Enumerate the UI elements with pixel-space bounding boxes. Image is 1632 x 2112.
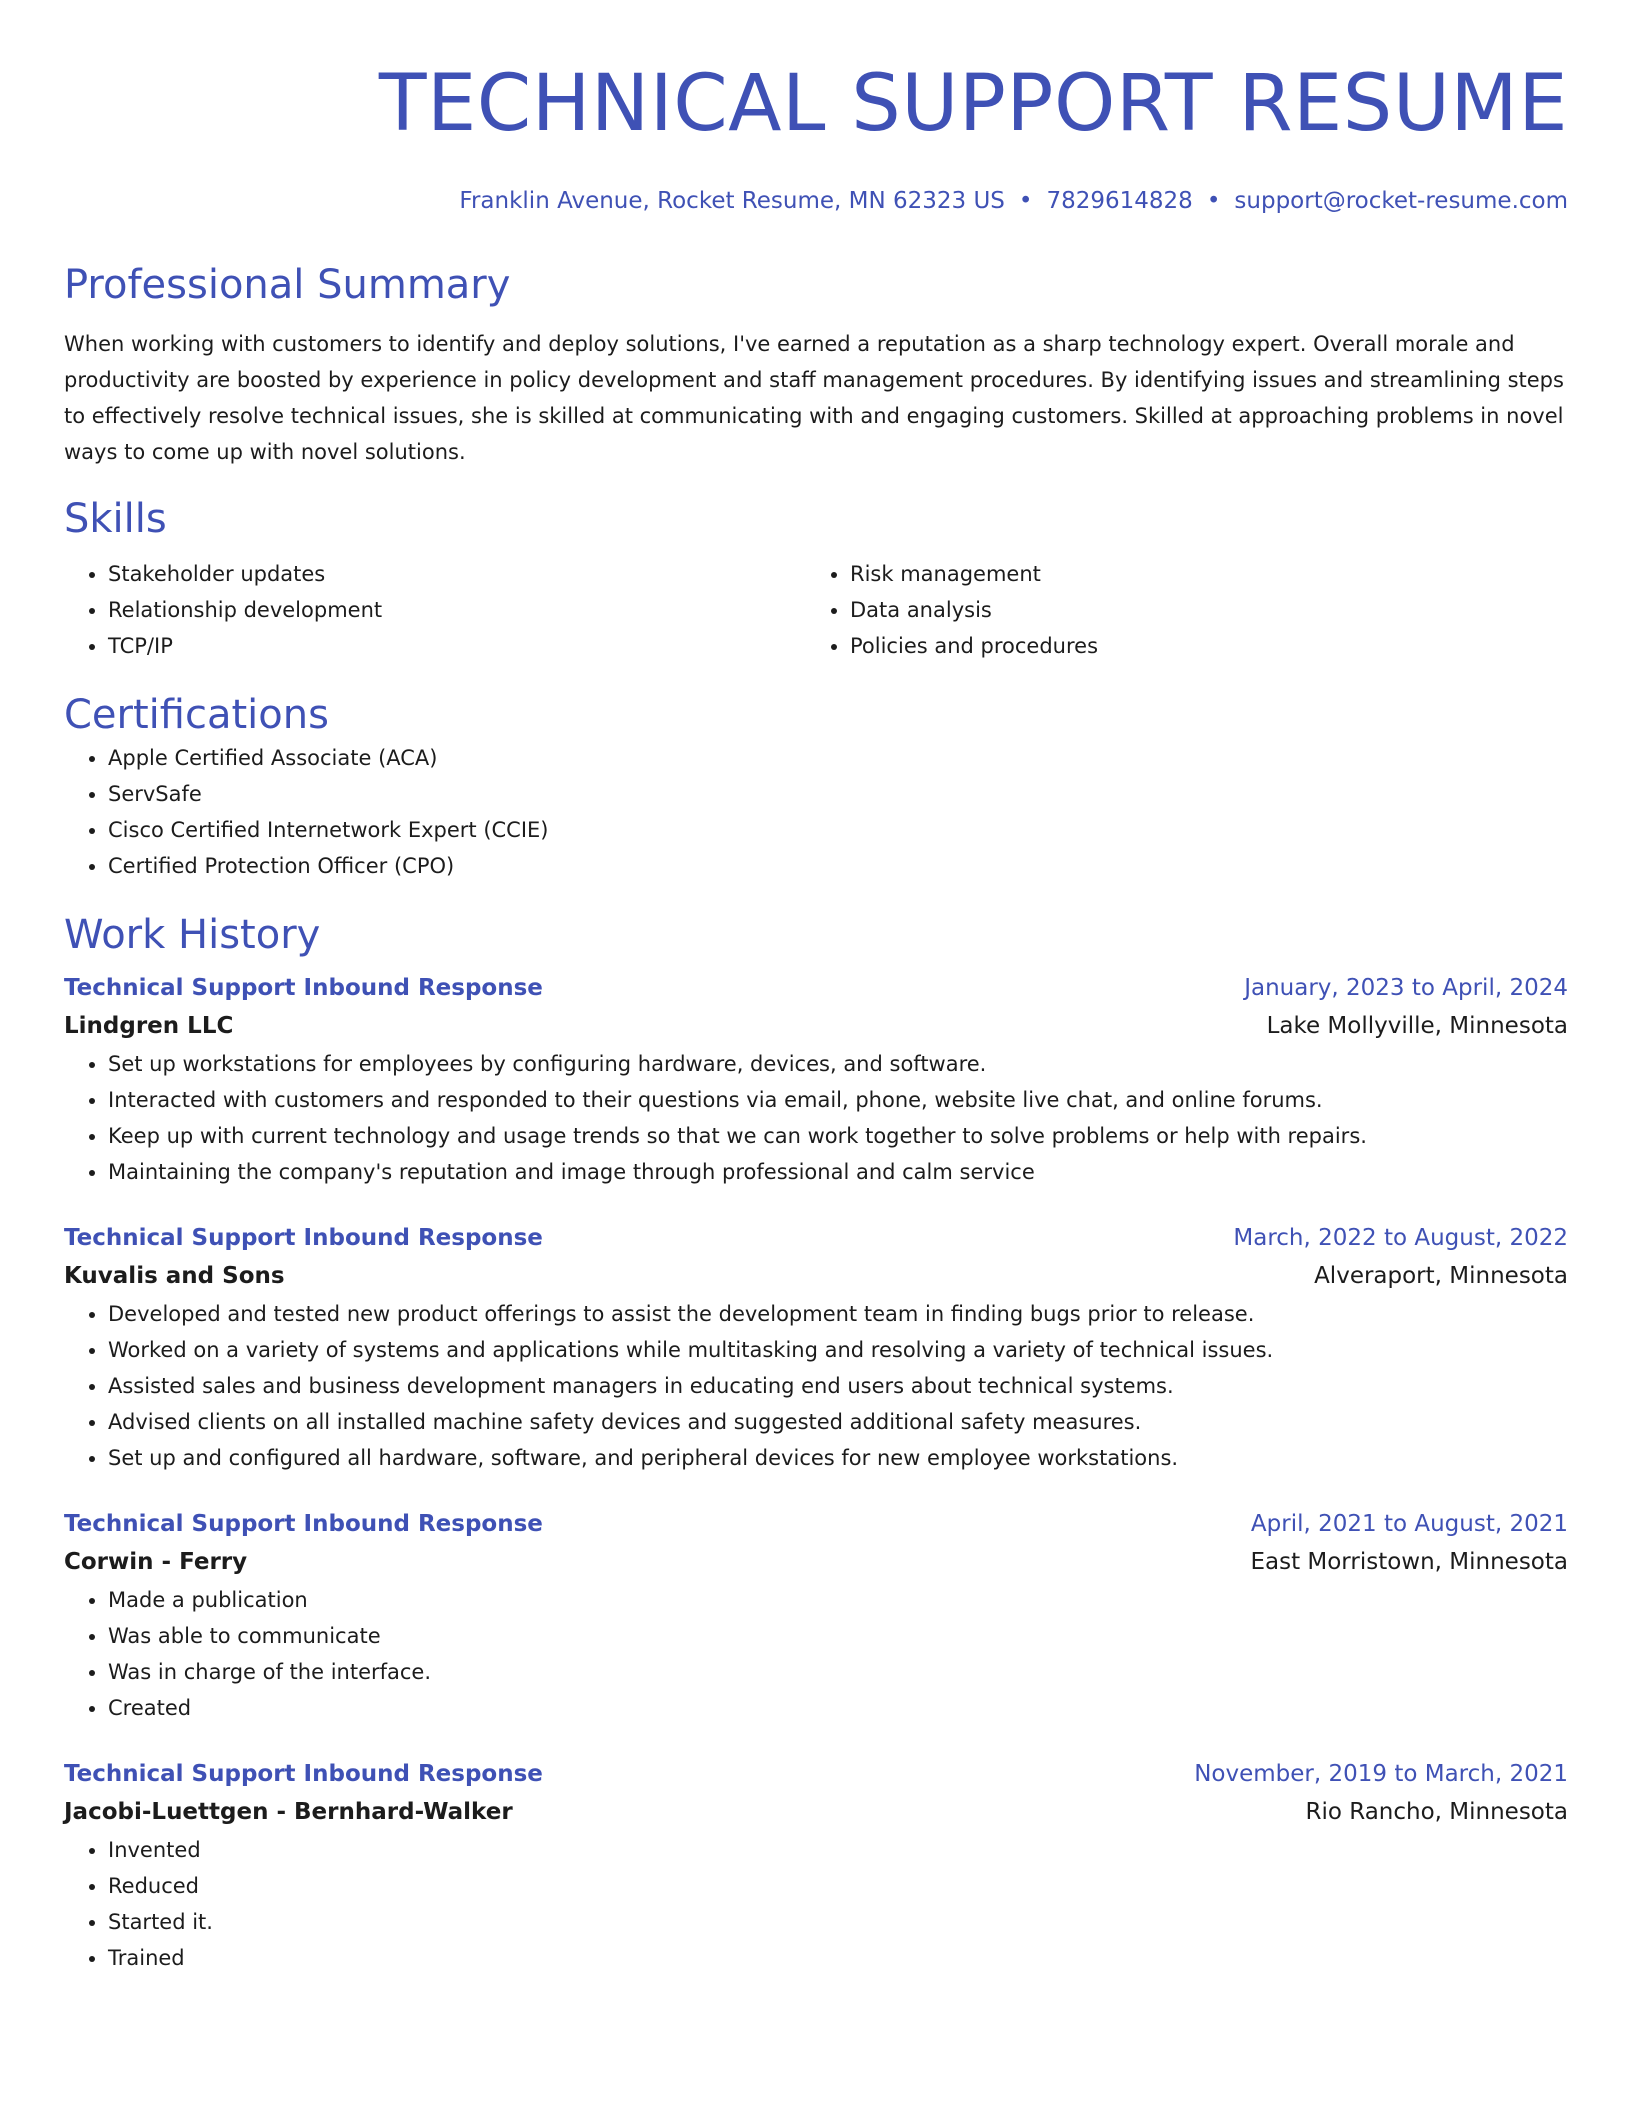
job-dates: November, 2019 to March, 2021 <box>1194 1761 1568 1787</box>
job-bullets <box>64 1296 1568 1476</box>
job-bullet: • Keep up with current technology and usage trends so that we can work together to solve problems or help with repairs. <box>108 1118 1568 1154</box>
job-title: Technical Support Inbound Response <box>64 1761 543 1787</box>
job-title: Technical Support Inbound Response <box>64 1511 543 1537</box>
job-title-row <box>64 1506 1568 1542</box>
job-bullets <box>64 1582 1568 1726</box>
skills-list-left <box>64 556 806 664</box>
contact-separator: • <box>1018 188 1033 214</box>
job-bullet: • Set up workstations for employees by configuring hardware, devices, and software. <box>108 1046 1568 1082</box>
job-bullet: • Maintaining the company's reputation and image through professional and calm service <box>108 1154 1568 1190</box>
job-location: Rio Rancho, Minnesota <box>1305 1799 1568 1825</box>
work-history-list <box>64 970 1568 1976</box>
job-location: Lake Mollyville, Minnesota <box>1266 1013 1568 1039</box>
resume-header <box>64 56 1568 216</box>
job-location: Alveraport, Minnesota <box>1314 1263 1568 1289</box>
job-title: Technical Support Inbound Response <box>64 1225 543 1251</box>
skill-item: • Stakeholder updates <box>108 556 806 592</box>
job-title-row <box>64 970 1568 1006</box>
job-bullet: • Trained <box>108 1940 1568 1976</box>
contact-separator: • <box>1206 188 1221 214</box>
job-bullet: • Was in charge of the interface. <box>108 1654 1568 1690</box>
resume-name: TECHNICAL SUPPORT RESUME <box>378 59 1568 149</box>
job-company-row <box>64 1006 1568 1046</box>
job-company-row <box>64 1792 1568 1832</box>
job-bullet: • Reduced <box>108 1868 1568 1904</box>
summary-text: When working with customers to identify and deploy solutions, I've earned a reputation as a sharp technology expert. Overall morale and productivity are boosted by experience in policy development and staff management procedures. By identifying issues and streamlining steps to effectively resolve technical issues, she is skilled at communicating with and engaging customers. Skilled at approaching problems in novel ways to come up with novel solutions. <box>64 332 1564 464</box>
job-entry <box>64 970 1568 1190</box>
skills-column-right <box>806 556 1548 664</box>
contact-line <box>64 186 1568 216</box>
job-bullet: • Worked on a variety of systems and applications while multitasking and resolving a variety of technical issues. <box>108 1332 1568 1368</box>
job-bullet: • Created <box>108 1690 1568 1726</box>
job-bullets <box>64 1832 1568 1976</box>
job-bullet: • Invented <box>108 1832 1568 1868</box>
contact-email: support@rocket-resume.com <box>1234 188 1568 214</box>
job-company-row <box>64 1542 1568 1582</box>
certifications-heading: Certifications <box>64 692 329 738</box>
certification-item: • Cisco Certified Internetwork Expert (CCIE) <box>108 812 1568 848</box>
job-company: Kuvalis and Sons <box>64 1263 285 1289</box>
job-title-row <box>64 1220 1568 1256</box>
job-entry <box>64 1220 1568 1476</box>
summary-heading: Professional Summary <box>64 262 511 308</box>
skills-heading: Skills <box>64 496 167 542</box>
certification-item: • ServSafe <box>108 776 1568 812</box>
job-bullet: • Made a publication <box>108 1582 1568 1618</box>
skills-column-left <box>64 556 806 664</box>
job-bullet: • Set up and configured all hardware, software, and peripheral devices for new employee workstations. <box>108 1440 1568 1476</box>
skill-item: • TCP/IP <box>108 628 806 664</box>
job-title-row <box>64 1756 1568 1792</box>
skill-item: • Data analysis <box>850 592 1548 628</box>
job-dates: January, 2023 to April, 2024 <box>1244 975 1568 1001</box>
job-bullets <box>64 1046 1568 1190</box>
skills-grid <box>64 556 1568 664</box>
job-bullet: • Interacted with customers and responded to their questions via email, phone, website live chat, and online forums. <box>108 1082 1568 1118</box>
certification-item: • Certified Protection Officer (CPO) <box>108 848 1568 884</box>
skills-list-right <box>806 556 1548 664</box>
skill-item: • Risk management <box>850 556 1548 592</box>
contact-address: Franklin Avenue, Rocket Resume, MN 62323 US <box>459 188 1005 214</box>
job-dates: March, 2022 to August, 2022 <box>1233 1225 1568 1251</box>
job-company: Lindgren LLC <box>64 1013 234 1039</box>
certification-item: • Apple Certified Associate (ACA) <box>108 740 1568 776</box>
skill-item: • Relationship development <box>108 592 806 628</box>
job-company-row <box>64 1256 1568 1296</box>
job-location: East Morristown, Minnesota <box>1250 1549 1568 1575</box>
job-entry <box>64 1756 1568 1976</box>
skill-item: • Policies and procedures <box>850 628 1548 664</box>
job-entry <box>64 1506 1568 1726</box>
job-title: Technical Support Inbound Response <box>64 975 543 1001</box>
certifications-list <box>64 740 1568 884</box>
job-bullet: • Was able to communicate <box>108 1618 1568 1654</box>
job-bullet: • Started it. <box>108 1904 1568 1940</box>
job-dates: April, 2021 to August, 2021 <box>1250 1511 1568 1537</box>
work-history-heading: Work History <box>64 912 321 958</box>
job-company: Jacobi-Luettgen - Bernhard-Walker <box>64 1799 513 1825</box>
job-bullet: • Advised clients on all installed machine safety devices and suggested additional safety measures. <box>108 1404 1568 1440</box>
job-company: Corwin - Ferry <box>64 1549 248 1575</box>
contact-phone: 7829614828 <box>1046 188 1193 214</box>
job-bullet: • Developed and tested new product offerings to assist the development team in finding bugs prior to release. <box>108 1296 1568 1332</box>
job-bullet: • Assisted sales and business development managers in educating end users about technical systems. <box>108 1368 1568 1404</box>
